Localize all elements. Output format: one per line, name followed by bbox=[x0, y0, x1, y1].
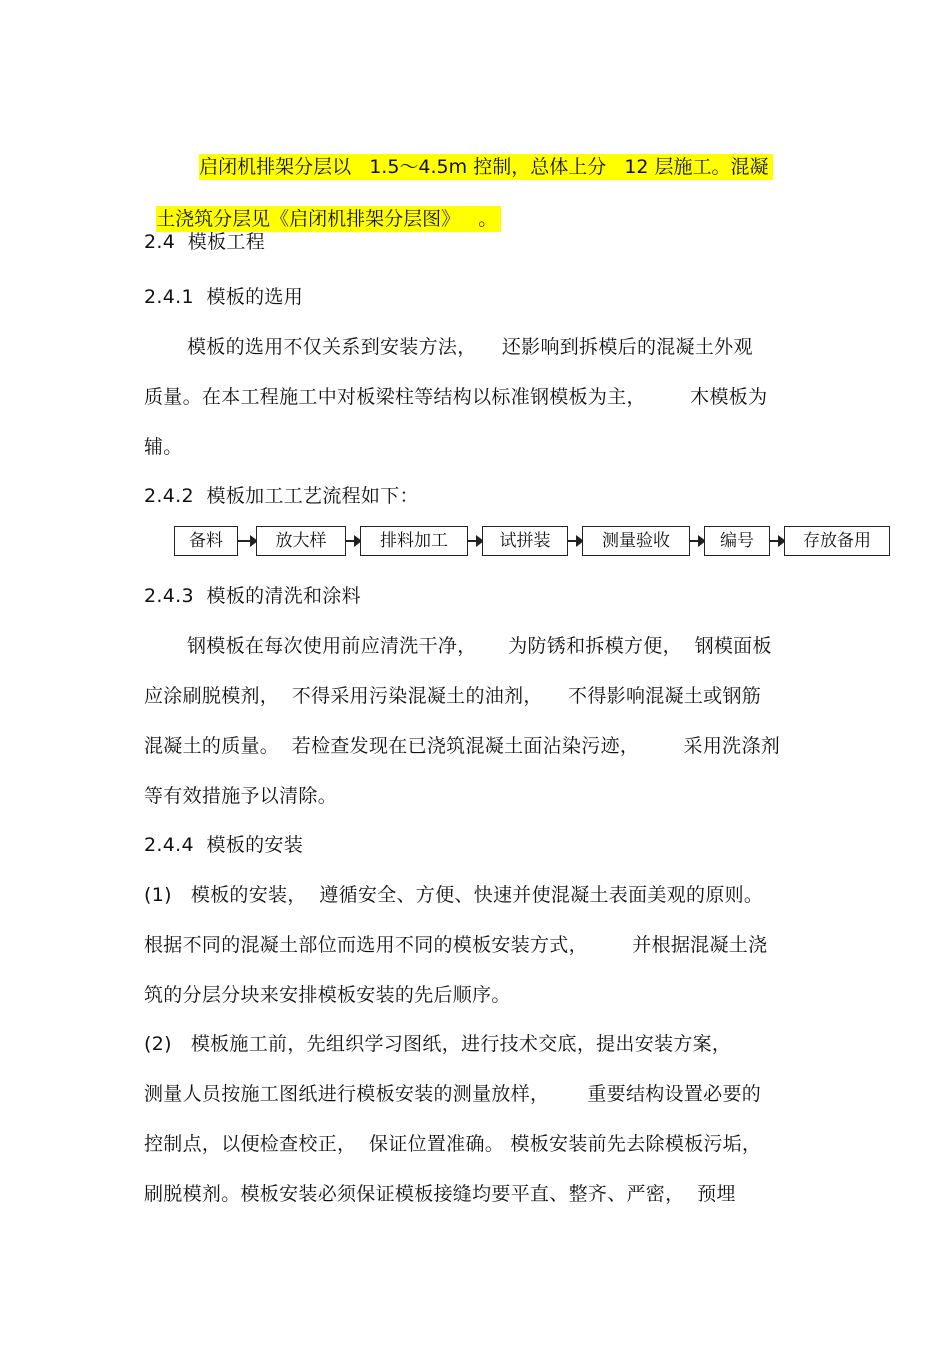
flow-step-box: 存放备用 bbox=[784, 526, 890, 556]
paragraph-line: 模板的选用不仅关系到安装方法， 还影响到拆模后的混凝土外观 bbox=[187, 336, 753, 358]
flow-step-box: 编号 bbox=[704, 526, 770, 556]
flow-arrow bbox=[238, 540, 256, 542]
paragraph-line: 测量人员按施工图纸进行模板安装的测量放样， 重要结构设置必要的 bbox=[144, 1083, 762, 1105]
intro-line-2 bbox=[144, 180, 501, 232]
flow-arrow bbox=[770, 540, 784, 542]
paragraph-line: 刷脱模剂。模板安装必须保证模板接缝均要平直、整齐、严密， 预埋 bbox=[144, 1183, 736, 1205]
highlighted-text: 启闭机排架分层以 1.5～4.5m 控制，总体上分 12 层施工。混凝 bbox=[199, 154, 772, 180]
highlighted-text: 土浇筑分层见《启闭机排架分层图》 。 bbox=[156, 206, 501, 232]
intro-line-1 bbox=[187, 128, 773, 180]
paragraph-line: 质量。在本工程施工中对板梁柱等结构以标准钢模板为主， 木模板为 bbox=[144, 386, 768, 408]
paragraph-line: 钢模板在每次使用前应清洗干净， 为防锈和拆模方便， 钢模面板 bbox=[187, 635, 772, 657]
flow-arrow bbox=[568, 540, 582, 542]
flow-step-box: 测量验收 bbox=[582, 526, 690, 556]
flow-step-box: 试拼装 bbox=[482, 526, 568, 556]
paragraph-line: 混凝土的质量。 若检查发现在已浇筑混凝土面沾染污迹， 采用洗涤剂 bbox=[144, 735, 781, 757]
paragraph-line: (2) 模板施工前，先组织学习图纸，进行技术交底，提出安装方案， bbox=[144, 1033, 732, 1055]
flow-step-box: 备料 bbox=[174, 526, 238, 556]
flow-step-box: 放大样 bbox=[256, 526, 346, 556]
paragraph-line: (1) 模板的安装， 遵循安全、方便、快速并使混凝土表面美观的原则。 bbox=[144, 884, 764, 906]
flow-step-box: 排料加工 bbox=[360, 526, 468, 556]
section-heading-2-4-2: 2.4.2 模板加工工艺流程如下： bbox=[144, 485, 419, 507]
section-heading-2-4-4: 2.4.4 模板的安装 bbox=[144, 834, 304, 856]
process-flowchart bbox=[174, 526, 894, 558]
flow-arrow bbox=[346, 540, 360, 542]
section-heading-2-4-3: 2.4.3 模板的清洗和涂料 bbox=[144, 585, 361, 607]
paragraph-line: 辅。 bbox=[144, 436, 183, 458]
flow-arrow bbox=[690, 540, 704, 542]
section-heading-2-4: 2.4 模板工程 bbox=[144, 231, 265, 253]
paragraph-line: 根据不同的混凝土部位而选用不同的模板安装方式， 并根据混凝土浇 bbox=[144, 934, 768, 956]
flow-arrow bbox=[468, 540, 482, 542]
paragraph-line: 应涂刷脱模剂， 不得采用污染混凝土的油剂， 不得影响混凝土或钢筋 bbox=[144, 685, 762, 707]
paragraph-line: 控制点，以便检查校正， 保证位置准确。 模板安装前先去除模板污垢， bbox=[144, 1133, 762, 1155]
section-heading-2-4-1: 2.4.1 模板的选用 bbox=[144, 286, 304, 308]
paragraph-line: 筑的分层分块来安排模板安装的先后顺序。 bbox=[144, 984, 511, 1006]
paragraph-line: 等有效措施予以清除。 bbox=[144, 785, 338, 807]
